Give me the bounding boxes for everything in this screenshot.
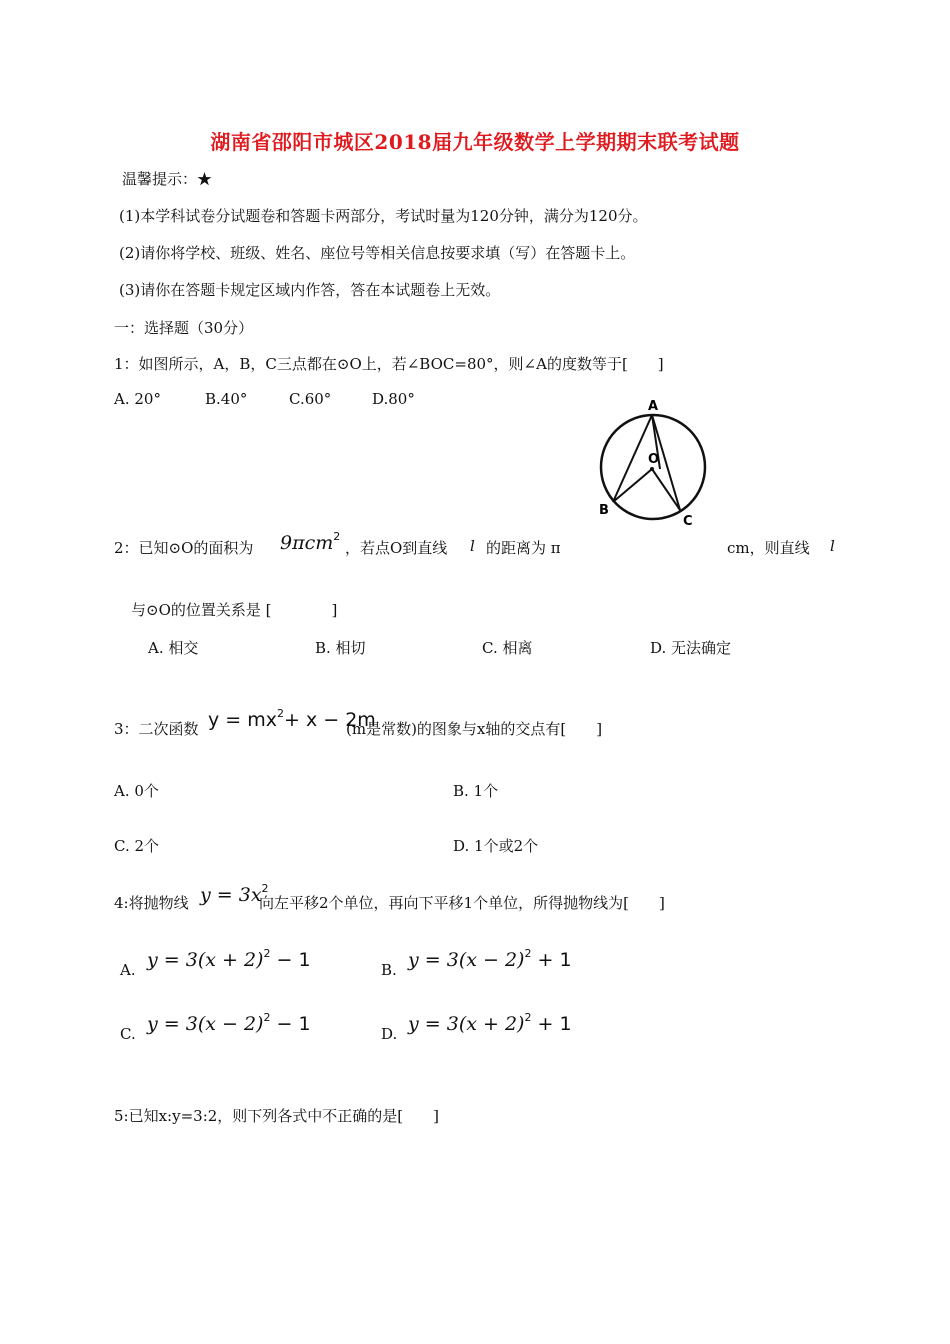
question-1-option-a: A. 20° [114,390,161,408]
question-2-option-b: B. 相切 [315,639,366,657]
question-4-prefix: 4:将抛物线 [114,894,189,912]
question-1-option-b: B.40° [205,390,248,408]
question-5-text: 5:已知x:y=3:2，则下列各式中不正确的是[ ] [114,1107,439,1125]
question-4-option-d-label: D. [381,1025,398,1043]
question-3-option-c: C. 2个 [114,837,160,855]
question-2-distance: 的距离为 π [486,539,561,557]
question-4-option-b-label: B. [381,961,397,979]
label-a: A [648,399,659,414]
question-3-option-d: D. 1个或2个 [453,837,539,855]
question-2-line-var-2: l [830,537,835,555]
question-2-option-d: D. 无法确定 [650,639,732,657]
question-1-option-c: C.60° [289,390,332,408]
question-2-option-a: A. 相交 [148,639,199,657]
question-3-option-a: A. 0个 [114,782,159,800]
question-2-middle: ，若点O到直线 [345,539,448,557]
question-2-suffix: cm，则直线 [727,539,810,557]
tip-item-2: (2)请你将学校、班级、姓名、座位号等相关信息按要求填（写）在答题卡上。 [119,244,636,262]
question-4-option-c-label: C. [120,1025,136,1043]
question-4-option-b-formula: $y = 3(x - 2)^2 + 1$ [408,947,572,971]
question-2-area-formula: 9πcm$^2$ [280,530,341,554]
label-b: B [599,503,609,518]
tips-heading: 温馨提示：★ [122,170,213,188]
label-o: O [648,452,660,467]
question-3-suffix: (m是常数)的图象与x轴的交点有[ ] [346,720,603,738]
question-2-line-2: 与⊙O的位置关系是 [ ] [131,601,338,619]
question-3-prefix: 3：二次函数 [114,720,199,738]
tip-item-1: (1)本学科试卷分试题卷和答题卡两部分，考试时量为120分钟，满分为120分。 [119,207,648,225]
question-4-suffix: 向左平移2个单位，再向下平移1个单位，所得抛物线为[ ] [259,894,665,912]
question-4-option-d-formula: $y = 3(x + 2)^2 + 1$ [408,1011,572,1035]
question-3-option-b: B. 1个 [453,782,499,800]
question-3-formula: $y = mx^2+ x - 2m$ [208,707,376,731]
question-4-formula: $y = 3x^2$ [200,882,269,906]
section-title: 一：选择题（30分） [114,319,254,337]
circle-o [601,415,705,519]
question-1-option-d: D.80° [372,390,415,408]
triangle-lines [613,415,680,510]
question-1-text: 1：如图所示，A，B，C三点都在⊙O上，若∠BOC=80°，则∠A的度数等于[ ] [114,355,664,373]
question-4-option-c-formula: $y = 3(x - 2)^2 - 1$ [147,1011,311,1035]
label-c: C [683,514,693,529]
center-point [650,467,654,471]
question-4-option-a-formula: $y = 3(x + 2)^2 - 1$ [147,947,311,971]
question-2-line-var: l [470,537,475,555]
circle-figure [590,395,720,530]
question-2-option-c: C. 相离 [482,639,533,657]
question-4-option-a-label: A. [120,961,136,979]
question-2-prefix: 2：已知⊙O的面积为 [114,539,254,557]
document-title: 湖南省邵阳市城区2018届九年级数学上学期期末联考试题 [210,130,740,154]
tip-item-3: (3)请你在答题卡规定区域内作答，答在本试题卷上无效。 [119,281,501,299]
